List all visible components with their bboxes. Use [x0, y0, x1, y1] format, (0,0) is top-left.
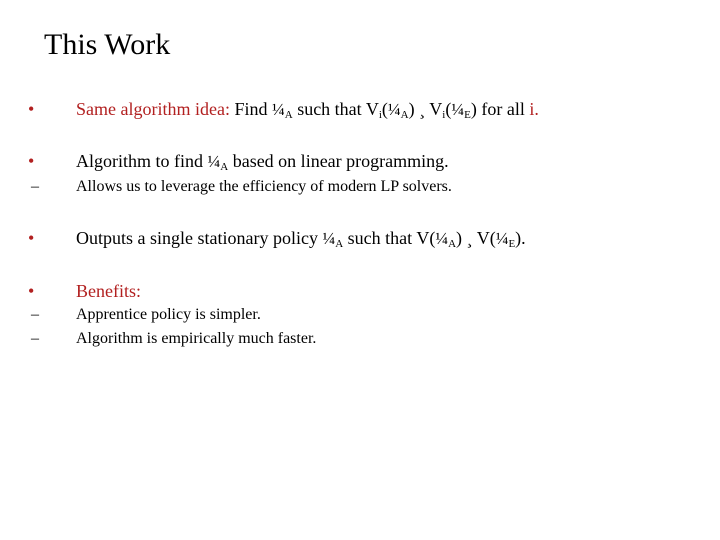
text-segment: ) ¸ V: [408, 99, 443, 119]
policy-symbol: ¼: [387, 100, 401, 119]
subbullet-text: Allows us to leverage the efficiency of modern LP solvers.: [76, 178, 452, 195]
text-segment: ) for all: [470, 99, 530, 119]
text-segment: such that V(: [343, 228, 436, 248]
text-segment: Outputs a single stationary policy: [76, 228, 323, 248]
text-segment: (: [445, 99, 452, 119]
bullet-marker: •: [28, 228, 35, 248]
subscript-a: A: [448, 238, 457, 250]
text-segment: ).: [515, 228, 526, 248]
subscript-i: i: [442, 109, 446, 121]
policy-symbol: ¼: [435, 229, 449, 248]
bullet-marker: •: [28, 99, 35, 119]
text-segment: ) ¸ V(: [456, 228, 496, 248]
subscript-a: A: [335, 238, 344, 250]
subbullet-text: Algorithm is empirically much faster.: [76, 330, 317, 347]
bullet-marker: •: [28, 281, 35, 301]
subscript-i: i: [378, 109, 382, 121]
text-segment: Algorithm to find: [76, 151, 208, 171]
highlight-i: i: [529, 99, 535, 119]
subbullet-marker: –: [31, 330, 39, 347]
highlight-lead: Same algorithm idea:: [76, 99, 230, 119]
bullet-marker: •: [28, 151, 35, 171]
subscript-a: A: [400, 109, 409, 121]
policy-symbol: ¼: [322, 229, 336, 248]
highlight-period: .: [534, 99, 539, 119]
subbullet-marker: –: [31, 178, 39, 195]
subscript-e: E: [508, 238, 516, 250]
policy-symbol: ¼: [451, 100, 465, 119]
subscript-e: E: [464, 109, 471, 121]
subscript-a: A: [220, 161, 229, 173]
policy-symbol: ¼: [495, 229, 509, 248]
text-segment: based on linear programming.: [228, 151, 449, 171]
bullet-text: [76, 97, 539, 122]
subscript-a: A: [284, 109, 293, 121]
slide-title: This Work: [44, 28, 171, 61]
bullet-text: Benefits:: [76, 281, 141, 301]
subbullet-marker: –: [31, 306, 39, 323]
bullet-text: [76, 226, 526, 251]
policy-symbol: ¼: [271, 100, 285, 119]
subbullet-text: Apprentice policy is simpler.: [76, 306, 261, 323]
text-segment: (: [381, 99, 388, 119]
text-segment: such that V: [292, 99, 379, 119]
bullet-text: [76, 149, 449, 174]
policy-symbol: ¼: [207, 152, 221, 171]
text-segment: Find: [229, 99, 272, 119]
